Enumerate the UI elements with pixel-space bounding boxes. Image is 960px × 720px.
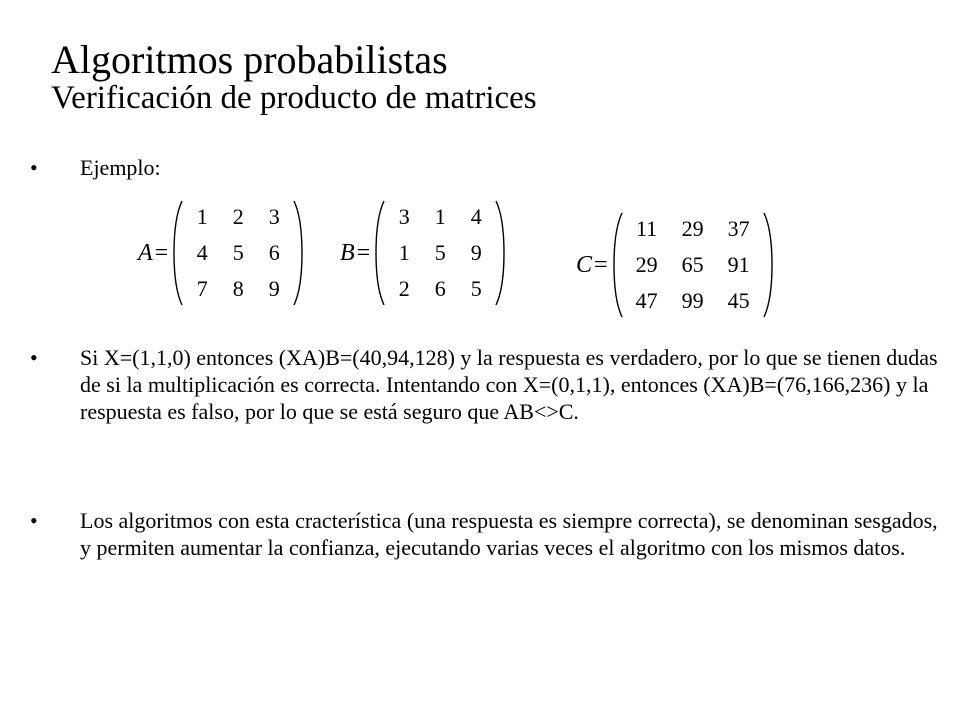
matrix-cell: 3 (268, 204, 280, 229)
slide-title (51, 38, 537, 117)
matrix-cell: 2 (232, 204, 244, 229)
matrix-c-name: C (576, 251, 593, 278)
matrix-cell: 6 (268, 240, 280, 265)
left-paren-icon (612, 210, 624, 320)
matrix-cell: 1 (398, 240, 410, 265)
right-paren-icon (762, 210, 774, 320)
matrix-cell: 29 (635, 252, 658, 277)
matrix-cell: 9 (268, 276, 280, 301)
matrix-cell: 5 (470, 276, 482, 301)
matrix-cell: 99 (681, 288, 704, 313)
matrix-cell: 4 (470, 204, 482, 229)
matrix-b-name: B (340, 239, 355, 266)
matrix-cell: 7 (196, 276, 208, 301)
title-line-1: Algoritmos probabilistas (51, 37, 448, 82)
matrix-a (138, 198, 304, 308)
matrix-cell: 9 (470, 240, 482, 265)
right-paren-icon (494, 198, 506, 308)
matrix-c-equals: = (594, 251, 608, 278)
right-paren-icon (292, 198, 304, 308)
matrix-a-equals: = (154, 239, 169, 266)
bullet-paragraph-2: • (30, 508, 38, 533)
bullet-paragraph-1: • (30, 345, 38, 370)
left-paren-icon (172, 198, 184, 308)
matrix-cell: 37 (727, 216, 750, 241)
matrix-cell: 5 (232, 240, 244, 265)
matrix-cell: 8 (232, 276, 244, 301)
matrix-cell: 91 (727, 252, 750, 277)
matrix-cell: 3 (398, 204, 410, 229)
matrix-cell: 29 (681, 216, 704, 241)
matrix-cell: 2 (398, 276, 410, 301)
matrix-cell: 47 (635, 288, 658, 313)
example-label: Ejemplo: (80, 155, 161, 180)
matrix-cell: 1 (196, 204, 208, 229)
paragraph-biased-algorithms: Los algoritmos con esta cracterística (una respuesta es siempre correcta), se denominan sesgados, y permiten aumentar la confianza, ejecutando varias veces el algoritmo con los mismos datos. (80, 508, 938, 561)
matrix-cell: 45 (727, 288, 750, 313)
matrix-a-grid (184, 199, 292, 307)
matrix-cell: 65 (681, 252, 704, 277)
matrix-b-equals: = (356, 239, 371, 266)
title-line-2: Verificación de producto de matrices (51, 80, 537, 117)
matrix-b (340, 198, 506, 308)
matrix-b-grid (386, 199, 494, 307)
left-paren-icon (374, 198, 386, 308)
bullet-example: • (30, 155, 38, 180)
matrix-a-name: A (138, 239, 153, 266)
matrix-cell: 1 (434, 204, 446, 229)
matrix-cell: 6 (434, 276, 446, 301)
paragraph-verification: Si X=(1,1,0) entonces (XA)B=(40,94,128) y la respuesta es verdadero, por lo que se tienen dudas de si la multiplicación es correcta. Intentando con X=(0,1,1), entonces (XA)B=(76,166,236) y la respuesta es falso, por lo que se está seguro que AB<>C. (80, 345, 938, 425)
matrix-c-grid (624, 211, 762, 319)
matrix-cell: 11 (635, 216, 658, 241)
matrix-cell: 4 (196, 240, 208, 265)
matrix-c (576, 210, 774, 320)
matrix-cell: 5 (434, 240, 446, 265)
